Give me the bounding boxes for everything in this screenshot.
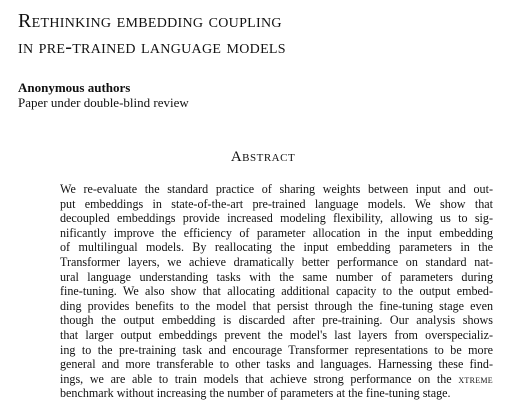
abstract-line-10: though the output embedding is discarded after pre-training. Our analysis shows bbox=[60, 313, 493, 328]
abstract-body bbox=[60, 182, 493, 401]
abstract-line-7: ural language understanding tasks with the same number of parameters during bbox=[60, 269, 493, 284]
abstract-line-6: Transformer layers, we achieve dramatically better performance on standard nat- bbox=[60, 254, 493, 269]
review-note: Paper under double-blind review bbox=[18, 95, 189, 110]
abstract-line-9: ding provides benefits to the model that persist through the fine-tuning stage even bbox=[60, 298, 493, 313]
abstract-line-14-text: ings, we are able to train models that achieve strong performance on the bbox=[60, 371, 452, 386]
abstract-line-8: fine-tuning. We also show that allocating additional capacity to the output embed- bbox=[60, 284, 493, 299]
abstract-line-5: of multilingual models. By reallocating the input embedding parameters in the bbox=[60, 240, 493, 255]
author-names: Anonymous authors bbox=[18, 80, 131, 95]
abstract-line-14 bbox=[60, 372, 493, 387]
abstract-line-2: put embeddings in state-of-the-art pre-trained language models. We show that bbox=[60, 196, 493, 211]
abstract-line-3: decoupled embeddings provide increased modeling flexibility, allowing us to sig- bbox=[60, 211, 493, 226]
paper-title-line-2: in pre-trained language models bbox=[18, 36, 286, 58]
benchmark-name: xtreme bbox=[458, 371, 493, 386]
abstract-line-1: We re-evaluate the standard practice of sharing weights between input and out- bbox=[60, 182, 493, 196]
paper-title bbox=[18, 8, 508, 60]
abstract-heading: Abstract bbox=[230, 149, 296, 165]
abstract-line-13: general and more transferable to other tasks and languages. Harnessing these find- bbox=[60, 357, 493, 372]
abstract-line-11: that larger output embeddings prevent the model's last layers from overspecializ- bbox=[60, 327, 493, 342]
paper-title-line-1: Rethinking embedding coupling bbox=[18, 10, 282, 32]
author-block bbox=[18, 80, 189, 110]
abstract-line-12: ing to the pre-training task and encourage Transformer representations to be more bbox=[60, 342, 493, 357]
abstract-line-4: nificantly improve the efficiency of parameter allocation in the input embedding bbox=[60, 225, 493, 240]
abstract-line-15: benchmark without increasing the number of parameters at the fine-tuning stage. bbox=[60, 386, 451, 401]
